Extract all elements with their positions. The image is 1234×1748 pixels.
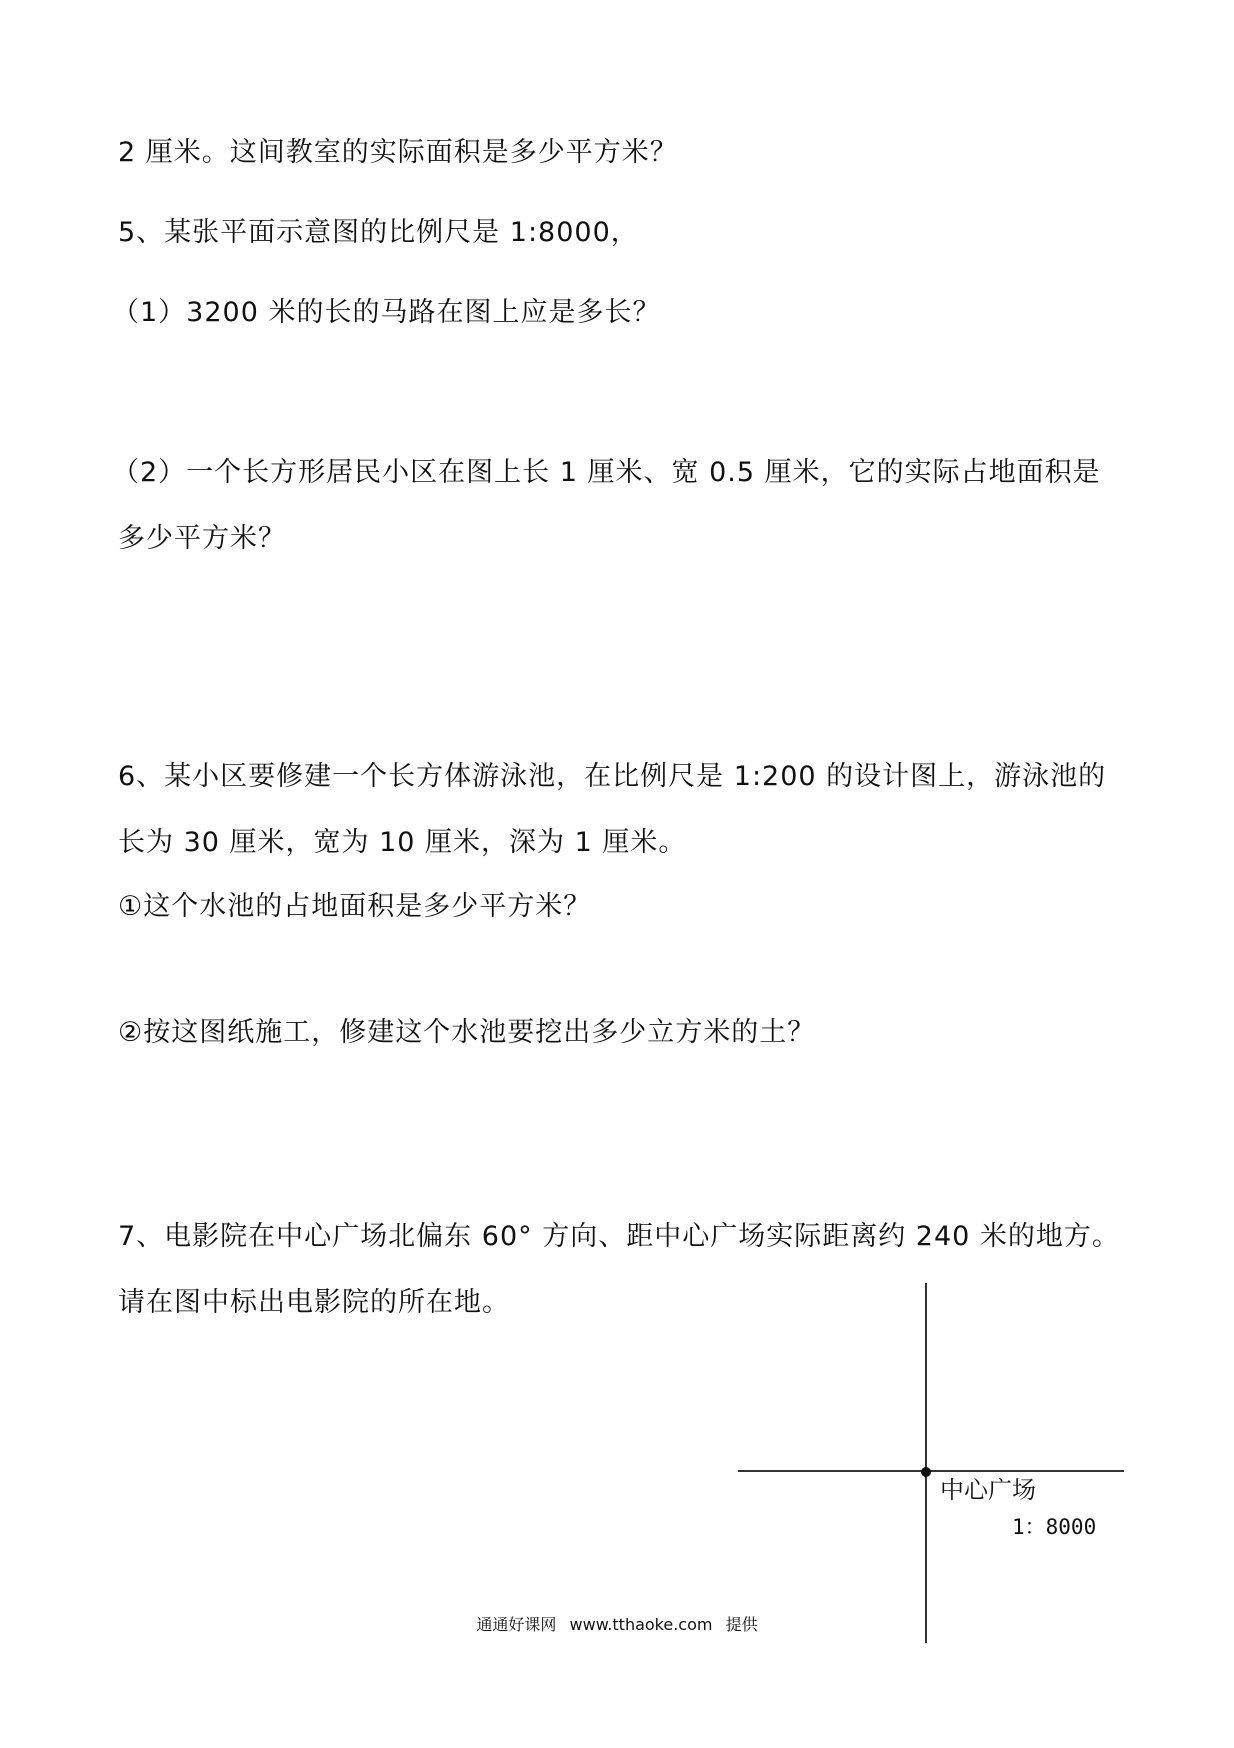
- page-footer: [0, 1615, 1234, 1635]
- question-7-stem-line-2: 请在图中标出电影院的所在地。: [118, 1287, 510, 1318]
- question-5-part-1: （1）3200 米的长的马路在图上应是多长？: [112, 297, 661, 328]
- map-scale-label: 1：8000: [1012, 1515, 1097, 1539]
- center-square-label: 中心广场: [940, 1476, 1036, 1504]
- question-4-tail: 2 厘米。这间教室的实际面积是多少平方米？: [118, 137, 678, 168]
- question-6-part-1: ①这个水池的占地面积是多少平方米？: [118, 891, 592, 922]
- question-6-part-2: ②按这图纸施工，修建这个水池要挖出多少立方米的土？: [118, 1017, 816, 1048]
- question-5-part-2-line-2: 多少平方米？: [118, 523, 286, 554]
- question-6-stem-line-2: 长为 30 厘米，宽为 10 厘米，深为 1 厘米。: [118, 827, 687, 858]
- question-5-stem: 5、某张平面示意图的比例尺是 1:8000，: [118, 217, 639, 248]
- question-7-stem-line-1: 7、电影院在中心广场北偏东 60° 方向、距中心广场实际距离约 240 米的地方。: [118, 1221, 1120, 1252]
- footer-url-link[interactable]: www.tthaoke.com: [569, 1615, 713, 1634]
- question-6-stem-line-1: 6、某小区要修建一个长方体游泳池，在比例尺是 1:200 的设计图上，游泳池的: [118, 761, 1107, 792]
- question-5-part-2-line-1: （2）一个长方形居民小区在图上长 1 厘米、宽 0.5 厘米，它的实际占地面积是: [112, 457, 1101, 488]
- footer-provided-text: 提供: [725, 1615, 758, 1634]
- center-square-point: [921, 1467, 931, 1477]
- footer-site-name: 通通好课网: [476, 1615, 557, 1634]
